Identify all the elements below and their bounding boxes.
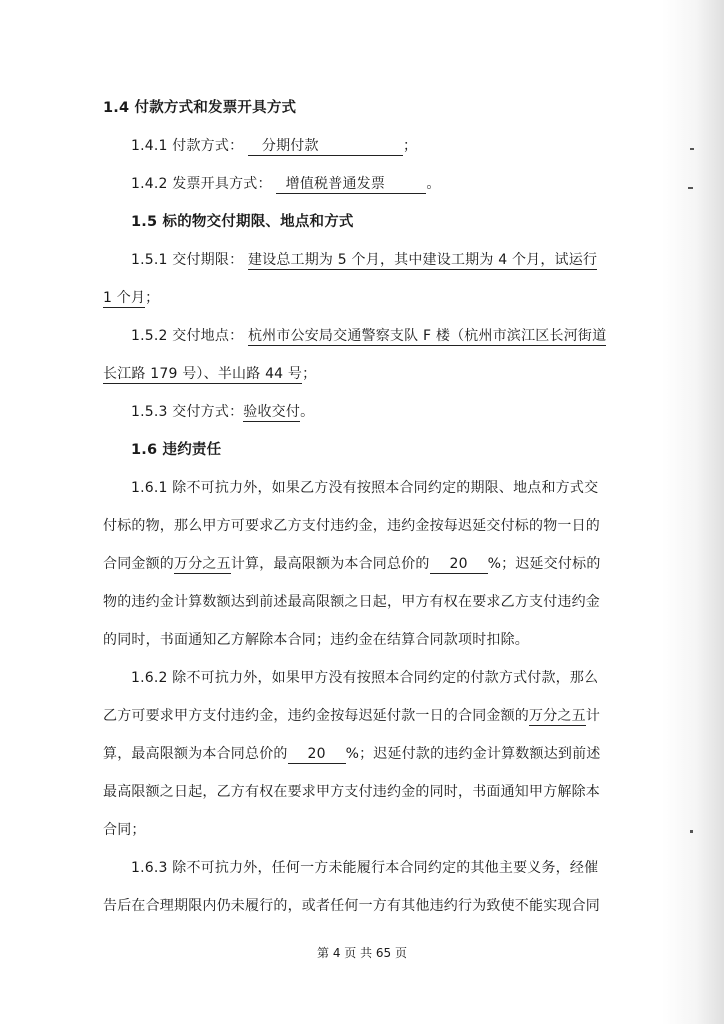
clause-1-5-2-line2 [103,364,608,384]
text: %；迟延交付标的 [487,556,601,572]
clause-label: 1.5.1 交付期限： [131,252,244,268]
para-1-6-1-line5: 的同时，书面通知乙方解除本合同；违约金在结算合同款项时扣除。 [103,632,529,648]
penalty-cap-percent: 20 [288,746,346,764]
text: 乙方可要求甲方支付违约金，违约金按每迟延付款一日的合同金额的 [103,708,529,724]
clause-end: 。 [300,404,315,420]
clause-1-5-1-line2 [103,288,608,308]
para-1-6-2-line1: 1.6.2 除不可抗力外，如果甲方没有按照本合同约定的付款方式付款，那么 [131,670,599,686]
clause-end: ； [402,138,418,154]
penalty-cap-percent: 20 [430,556,488,574]
clause-1-5-3 [131,402,636,422]
page-footer: 第 4 页 共 65 页 [317,946,407,960]
para-1-6-1-line1: 1.6.1 除不可抗力外，如果乙方没有按照本合同约定的期限、地点和方式交 [131,480,599,496]
clause-1-5-2-line1 [131,326,636,346]
section-heading-1-4: 1.4 付款方式和发票开具方式 [103,100,297,116]
para-1-6-1-line4: 物的违约金计算数额达到前述最高限额之日起，甲方有权在要求乙方支付违约金 [103,594,600,610]
text: %；迟延付款的违约金计算数额达到前述 [345,746,601,762]
para-1-6-3-line2: 告后在合理期限内仍未履行的，或者任何一方有其他违约行为致使不能实现合同 [103,898,600,914]
text: 合同金额的 [103,556,174,572]
para-1-6-3-line1: 1.6.3 除不可抗力外，任何一方未能履行本合同约定的其他主要义务，经催 [131,860,599,876]
para-1-6-2-line3 [103,744,608,764]
delivery-location-value-cont: 长江路 179 号）、半山路 44 号 [103,366,303,382]
delivery-location-value: 杭州市公安局交通警察支队 F 楼（杭州市滨江区长河街道 [247,328,607,344]
clause-label: 1.5.3 交付方式： [131,404,244,420]
text: 计 [585,708,601,724]
clause-label: 1.5.2 交付地点： [131,328,244,344]
payment-method-value [248,138,403,156]
penalty-rate: 万分之五 [174,556,231,572]
section-heading-1-6: 1.6 违约责任 [131,442,222,458]
clause-end: ； [302,366,317,382]
clause-1-4-1 [131,136,636,156]
payment-method-text: 分期付款 [261,138,319,154]
para-1-6-2-line4: 最高限额之日起，乙方有权在要求甲方支付违约金的同时，书面通知甲方解除本 [103,784,600,800]
para-1-6-2-line2 [103,706,608,726]
para-1-6-1-line3 [103,554,608,574]
clause-end: ； [145,290,160,306]
invoice-type-value [276,176,426,194]
clause-1-4-2 [131,174,636,194]
delivery-method-value: 验收交付 [243,404,301,420]
clause-end: 。 [426,176,441,192]
section-heading-1-5: 1.5 标的物交付期限、地点和方式 [131,214,354,230]
para-1-6-1-line2: 付标的物，那么甲方可要求乙方支付违约金，违约金按每迟延交付标的物一日的 [103,518,600,534]
invoice-type-text: 增值税普通发票 [285,176,386,192]
para-1-6-2-line5: 合同； [103,822,146,838]
delivery-period-value-cont: 1 个月 [103,290,146,306]
text: 算，最高限额为本合同总价的 [103,746,288,762]
penalty-rate: 万分之五 [529,708,586,724]
clause-1-5-1-line1 [131,250,636,270]
clause-label: 1.4.1 付款方式： [131,138,244,154]
clause-label: 1.4.2 发票开具方式： [131,176,272,192]
delivery-period-value: 建设总工期为 5 个月，其中建设工期为 4 个月，试运行 [247,252,598,268]
text: 计算，最高限额为本合同总价的 [230,556,430,572]
